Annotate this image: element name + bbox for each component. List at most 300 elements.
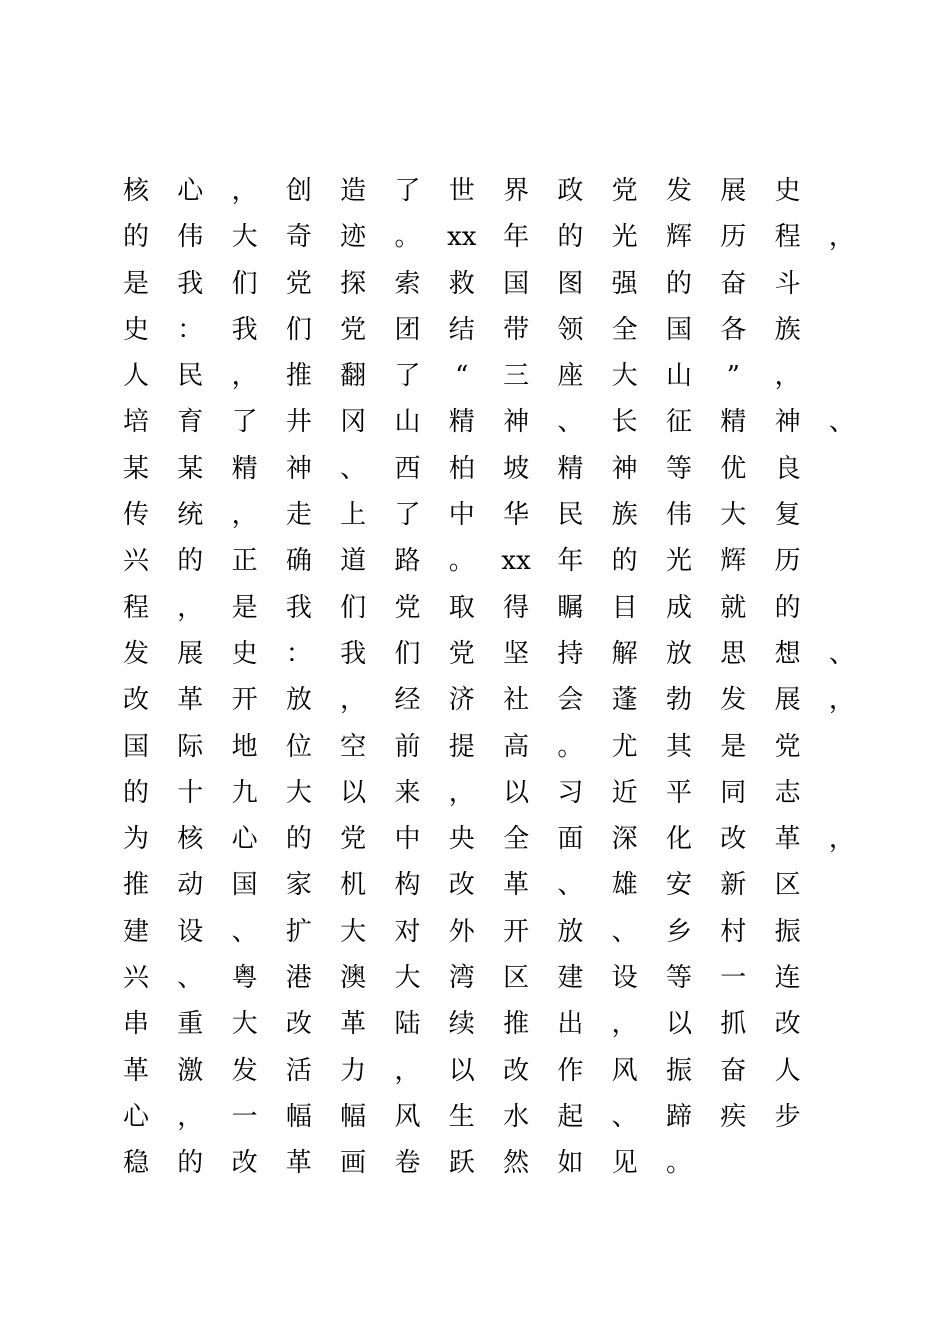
glyph: 的 <box>122 777 149 808</box>
text-line <box>122 677 855 723</box>
glyph: 风 <box>611 1055 638 1086</box>
glyph: ， <box>231 176 258 206</box>
glyph: 想 <box>774 638 801 669</box>
glyph: 改 <box>285 1009 312 1040</box>
glyph: 卷 <box>394 1148 421 1179</box>
glyph: 正 <box>231 546 258 577</box>
glyph: ， <box>774 361 801 392</box>
glyph: 心 <box>231 824 258 855</box>
glyph: 索 <box>394 268 421 299</box>
glyph: 神 <box>503 407 530 438</box>
glyph: 以 <box>665 1009 692 1040</box>
text-line <box>122 585 852 631</box>
glyph: 画 <box>340 1148 367 1179</box>
glyph: 作 <box>557 1055 584 1086</box>
glyph: 改 <box>231 1148 258 1179</box>
glyph: 、 <box>231 916 258 947</box>
text-line <box>122 214 855 260</box>
glyph: 的 <box>177 546 204 577</box>
glyph: 党 <box>448 638 475 669</box>
glyph: 中 <box>448 500 475 531</box>
glyph: 会 <box>557 685 584 716</box>
glyph: 核 <box>122 176 149 206</box>
glyph: 一 <box>720 963 747 994</box>
glyph: 造 <box>340 176 367 206</box>
glyph: 展 <box>720 176 747 206</box>
glyph: 全 <box>503 824 530 855</box>
glyph: 的 <box>177 1148 204 1179</box>
glyph: 以 <box>503 777 530 808</box>
glyph: 精 <box>448 407 475 438</box>
text-line <box>122 1048 852 1094</box>
glyph: 设 <box>177 916 204 947</box>
glyph: 路 <box>394 546 421 577</box>
glyph: 座 <box>557 361 584 392</box>
glyph: 澳 <box>340 963 367 994</box>
glyph: 同 <box>720 777 747 808</box>
glyph: 是 <box>720 731 747 762</box>
glyph: 前 <box>394 731 421 762</box>
glyph: 安 <box>665 870 692 901</box>
text-line <box>122 399 855 445</box>
glyph: 光 <box>611 222 638 253</box>
glyph: 程 <box>122 592 149 623</box>
glyph: 成 <box>665 592 692 623</box>
glyph: 山 <box>665 361 692 392</box>
glyph: 连 <box>774 963 801 994</box>
text-line <box>122 862 852 908</box>
glyph: ， <box>828 222 855 253</box>
glyph: 港 <box>285 963 312 994</box>
glyph: 们 <box>285 314 312 345</box>
glyph: 神 <box>285 453 312 484</box>
glyph: 对 <box>394 916 421 947</box>
glyph: 人 <box>774 1055 801 1086</box>
glyph: 育 <box>177 407 204 438</box>
text-line <box>122 955 852 1001</box>
glyph: 强 <box>611 268 638 299</box>
glyph: 我 <box>177 268 204 299</box>
glyph: 村 <box>720 916 747 947</box>
glyph: 心 <box>122 1101 149 1132</box>
glyph: 放 <box>665 638 692 669</box>
glyph: 国 <box>231 870 258 901</box>
glyph: 大 <box>611 361 638 392</box>
glyph: 目 <box>611 592 638 623</box>
glyph: 空 <box>340 731 367 762</box>
glyph: 幅 <box>340 1101 367 1132</box>
glyph: 改 <box>448 870 475 901</box>
glyph: 华 <box>503 500 530 531</box>
glyph: 们 <box>231 268 258 299</box>
glyph: 程 <box>774 222 801 253</box>
glyph: 大 <box>231 1009 258 1040</box>
glyph: 平 <box>665 777 692 808</box>
glyph: 疾 <box>720 1101 747 1132</box>
glyph: 建 <box>122 916 149 947</box>
glyph: 党 <box>394 592 421 623</box>
glyph: 区 <box>774 870 801 901</box>
glyph: 开 <box>503 916 530 947</box>
glyph: 一 <box>231 1101 258 1132</box>
glyph: 的 <box>611 546 638 577</box>
glyph: 展 <box>774 685 801 716</box>
glyph: 为 <box>122 824 149 855</box>
glyph: ： <box>285 638 312 669</box>
glyph: 扩 <box>285 916 312 947</box>
glyph: 培 <box>122 407 149 438</box>
glyph: 国 <box>122 731 149 762</box>
glyph: 核 <box>177 824 204 855</box>
glyph: 展 <box>177 638 204 669</box>
glyph: 历 <box>720 222 747 253</box>
glyph: 水 <box>503 1101 530 1132</box>
glyph: 持 <box>557 638 584 669</box>
glyph: 长 <box>611 407 638 438</box>
glyph: 等 <box>665 453 692 484</box>
glyph: 、 <box>828 407 855 438</box>
glyph: 大 <box>340 916 367 947</box>
glyph: 统 <box>177 500 204 531</box>
glyph: 区 <box>503 963 530 994</box>
glyph: 我 <box>340 638 367 669</box>
text-line <box>122 492 852 538</box>
glyph: 乡 <box>665 916 692 947</box>
glyph: 串 <box>122 1009 149 1040</box>
glyph: 了 <box>394 361 421 392</box>
glyph: 复 <box>774 500 801 531</box>
glyph: 党 <box>340 824 367 855</box>
glyph: ， <box>231 500 258 531</box>
glyph: 迹 <box>340 222 367 253</box>
glyph: 、 <box>557 407 584 438</box>
glyph: 全 <box>611 314 638 345</box>
glyph: ， <box>611 1009 638 1040</box>
glyph: 以 <box>340 777 367 808</box>
glyph: 、 <box>557 870 584 901</box>
glyph: 征 <box>665 407 692 438</box>
glyph: 振 <box>774 916 801 947</box>
glyph: 发 <box>231 1055 258 1086</box>
glyph: 某 <box>122 453 149 484</box>
body-text <box>122 168 855 1187</box>
glyph: 兴 <box>122 546 149 577</box>
glyph: 。 <box>557 731 584 762</box>
glyph: 精 <box>231 453 258 484</box>
glyph: 是 <box>231 592 258 623</box>
glyph: ， <box>394 1055 421 1086</box>
glyph: 得 <box>503 592 530 623</box>
glyph: 的 <box>665 268 692 299</box>
glyph: 瞩 <box>557 592 584 623</box>
text-line <box>122 816 855 862</box>
glyph: 改 <box>122 685 149 716</box>
glyph: 世 <box>448 176 475 206</box>
glyph: 新 <box>720 870 747 901</box>
glyph: 、 <box>611 1101 638 1132</box>
glyph: 走 <box>285 500 312 531</box>
glyph: 济 <box>448 685 475 716</box>
glyph: 伟 <box>665 500 692 531</box>
glyph: 志 <box>774 777 801 808</box>
glyph: ” <box>726 361 740 392</box>
glyph: 党 <box>285 268 312 299</box>
glyph: 是 <box>122 268 149 299</box>
glyph: ， <box>231 361 258 392</box>
text-line <box>122 538 852 584</box>
glyph: 政 <box>557 176 584 206</box>
glyph: 奋 <box>720 1055 747 1086</box>
glyph: 解 <box>611 638 638 669</box>
glyph: 机 <box>340 870 367 901</box>
glyph: 推 <box>122 870 149 901</box>
glyph: 振 <box>665 1055 692 1086</box>
glyph: 大 <box>285 777 312 808</box>
glyph: 改 <box>720 824 747 855</box>
glyph: 革 <box>177 685 204 716</box>
text-line <box>122 1001 852 1047</box>
glyph: 民 <box>557 500 584 531</box>
glyph: 们 <box>394 638 421 669</box>
glyph: 近 <box>611 777 638 808</box>
glyph: 史 <box>774 176 801 206</box>
glyph: 历 <box>774 546 801 577</box>
glyph: 图 <box>557 268 584 299</box>
glyph: 史 <box>231 638 258 669</box>
glyph: 救 <box>448 268 475 299</box>
glyph: 思 <box>720 638 747 669</box>
glyph: 确 <box>285 546 312 577</box>
glyph: 井 <box>285 407 312 438</box>
glyph: 改 <box>503 1055 530 1086</box>
glyph: 精 <box>557 453 584 484</box>
glyph: 坚 <box>503 638 530 669</box>
glyph: 勃 <box>665 685 692 716</box>
glyph: 十 <box>177 777 204 808</box>
glyph: 革 <box>503 870 530 901</box>
text-line <box>122 307 852 353</box>
glyph: 蓬 <box>611 685 638 716</box>
glyph: 团 <box>394 314 421 345</box>
glyph: 带 <box>503 314 530 345</box>
glyph: 高 <box>503 731 530 762</box>
glyph: 地 <box>231 731 258 762</box>
glyph: 良 <box>774 453 801 484</box>
glyph: 家 <box>285 870 312 901</box>
glyph: 山 <box>394 407 421 438</box>
glyph: 位 <box>285 731 312 762</box>
glyph: 、 <box>828 638 855 669</box>
glyph: 国 <box>665 314 692 345</box>
text-line <box>122 446 852 492</box>
glyph: 党 <box>340 314 367 345</box>
glyph: 经 <box>394 685 421 716</box>
glyph: 生 <box>448 1101 475 1132</box>
glyph: 了 <box>394 500 421 531</box>
glyph: 了 <box>394 176 421 206</box>
glyph: 湾 <box>448 963 475 994</box>
glyph: 激 <box>177 1055 204 1086</box>
glyph: 辉 <box>720 546 747 577</box>
glyph: “ <box>455 361 469 392</box>
glyph: 提 <box>448 731 475 762</box>
glyph: 党 <box>611 176 638 206</box>
glyph: 设 <box>611 963 638 994</box>
glyph: 深 <box>611 824 638 855</box>
glyph: 就 <box>720 592 747 623</box>
glyph: 放 <box>557 916 584 947</box>
glyph: 各 <box>720 314 747 345</box>
glyph: 动 <box>177 870 204 901</box>
glyph: 推 <box>503 1009 530 1040</box>
glyph: 史 <box>122 314 149 345</box>
glyph: ， <box>828 824 855 855</box>
glyph: 的 <box>774 592 801 623</box>
glyph: 斗 <box>774 268 801 299</box>
glyph: 革 <box>774 824 801 855</box>
glyph: 发 <box>122 638 149 669</box>
glyph: 西 <box>394 453 421 484</box>
glyph: 年 <box>503 222 530 253</box>
glyph: 了 <box>231 407 258 438</box>
glyph: 续 <box>448 1009 475 1040</box>
text-line <box>122 1140 852 1186</box>
glyph: 际 <box>177 731 204 762</box>
glyph: 其 <box>665 731 692 762</box>
glyph: 活 <box>285 1055 312 1086</box>
glyph: 风 <box>394 1101 421 1132</box>
glyph: 发 <box>720 685 747 716</box>
glyph: 大 <box>394 963 421 994</box>
glyph: 奋 <box>720 268 747 299</box>
glyph: 光 <box>665 546 692 577</box>
glyph: 、 <box>611 916 638 947</box>
glyph: 神 <box>774 407 801 438</box>
glyph: 等 <box>665 963 692 994</box>
glyph: 、 <box>177 963 204 994</box>
glyph: 某 <box>177 453 204 484</box>
glyph: 开 <box>231 685 258 716</box>
glyph: 族 <box>611 500 638 531</box>
glyph: 我 <box>285 592 312 623</box>
glyph: 出 <box>557 1009 584 1040</box>
glyph: ， <box>340 685 367 716</box>
glyph: 构 <box>394 870 421 901</box>
glyph: ， <box>177 1101 204 1132</box>
glyph: 化 <box>665 824 692 855</box>
glyph: 革 <box>340 1009 367 1040</box>
glyph: 雄 <box>611 870 638 901</box>
glyph: 民 <box>177 361 204 392</box>
glyph: 幅 <box>285 1101 312 1132</box>
glyph: 伟 <box>177 222 204 253</box>
glyph: 改 <box>774 1009 801 1040</box>
glyph: 的 <box>285 824 312 855</box>
glyph: 翻 <box>340 361 367 392</box>
glyph: 以 <box>448 1055 475 1086</box>
text-line <box>122 353 852 399</box>
glyph: 抓 <box>720 1009 747 1040</box>
glyph: 习 <box>557 777 584 808</box>
glyph: 人 <box>122 361 149 392</box>
glyph: 放 <box>285 685 312 716</box>
glyph: 蹄 <box>665 1101 692 1132</box>
glyph: 发 <box>665 176 692 206</box>
glyph: 结 <box>448 314 475 345</box>
glyph: 兴 <box>122 963 149 994</box>
glyph: 国 <box>503 268 530 299</box>
text-line <box>122 724 852 770</box>
glyph: 起 <box>557 1101 584 1132</box>
glyph: 革 <box>122 1055 149 1086</box>
glyph: 九 <box>231 777 258 808</box>
glyph: 外 <box>448 916 475 947</box>
glyph: 建 <box>557 963 584 994</box>
glyph: 尤 <box>611 731 638 762</box>
glyph: 见 <box>611 1148 638 1179</box>
glyph: 探 <box>340 268 367 299</box>
glyph: 坡 <box>503 453 530 484</box>
glyph: 。 <box>665 1148 692 1179</box>
text-line <box>122 631 855 677</box>
text-line <box>122 261 852 307</box>
glyph: 族 <box>774 314 801 345</box>
glyph: 面 <box>557 824 584 855</box>
glyph: 界 <box>503 176 530 206</box>
glyph: 中 <box>394 824 421 855</box>
glyph: 社 <box>503 685 530 716</box>
glyph: 陆 <box>394 1009 421 1040</box>
glyph: 我 <box>231 314 258 345</box>
glyph: 取 <box>448 592 475 623</box>
glyph: 神 <box>611 453 638 484</box>
glyph: 大 <box>231 222 258 253</box>
glyph: 粤 <box>231 963 258 994</box>
glyph: xx <box>447 222 477 253</box>
glyph: 央 <box>448 824 475 855</box>
glyph: 如 <box>557 1148 584 1179</box>
glyph: 。 <box>394 222 421 253</box>
glyph: 创 <box>285 176 312 206</box>
glyph: 们 <box>340 592 367 623</box>
glyph: 来 <box>394 777 421 808</box>
glyph: 稳 <box>122 1148 149 1179</box>
glyph: 上 <box>340 500 367 531</box>
text-line <box>122 168 852 214</box>
glyph: 道 <box>340 546 367 577</box>
glyph: 力 <box>340 1055 367 1086</box>
text-line <box>122 770 852 816</box>
glyph: ， <box>828 685 855 716</box>
glyph: 然 <box>503 1148 530 1179</box>
glyph: 推 <box>285 361 312 392</box>
text-line <box>122 909 852 955</box>
glyph: 重 <box>177 1009 204 1040</box>
glyph: 优 <box>720 453 747 484</box>
glyph: 年 <box>557 546 584 577</box>
glyph: 党 <box>774 731 801 762</box>
glyph: ： <box>177 314 204 345</box>
glyph: 领 <box>557 314 584 345</box>
glyph: 辉 <box>665 222 692 253</box>
glyph: 跃 <box>448 1148 475 1179</box>
glyph: xx <box>501 546 531 577</box>
glyph: 步 <box>774 1101 801 1132</box>
glyph: ， <box>448 777 475 808</box>
glyph: ， <box>177 592 204 623</box>
glyph: 、 <box>340 453 367 484</box>
glyph: 奇 <box>285 222 312 253</box>
